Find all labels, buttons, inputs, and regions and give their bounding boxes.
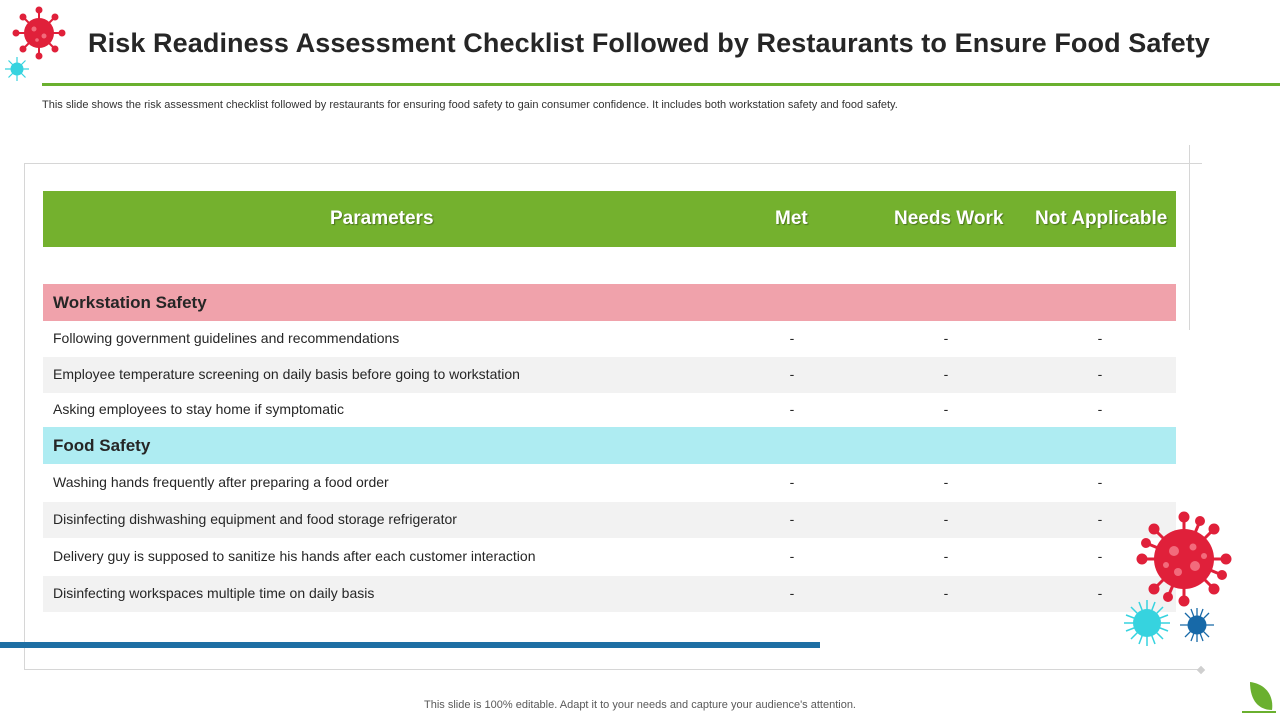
frame-line-bottom — [24, 669, 1202, 670]
table-row — [43, 392, 1176, 428]
cell-met: - — [789, 401, 795, 417]
cell-not-applicable: - — [1097, 585, 1103, 601]
cell-needs-work: - — [943, 330, 949, 346]
row-label: Following government guidelines and recommendations — [53, 330, 400, 346]
cell-met: - — [789, 548, 795, 564]
virus-icon-cyan — [1122, 598, 1172, 648]
row-label: Washing hands frequently after preparing a food order — [53, 474, 389, 490]
cell-met: - — [789, 330, 795, 346]
cell-needs-work: - — [943, 366, 949, 382]
cell-needs-work: - — [943, 511, 949, 527]
frame-corner-dot — [1197, 666, 1205, 674]
cell-met: - — [789, 366, 795, 382]
cell-not-applicable: - — [1097, 474, 1103, 490]
cell-met: - — [789, 585, 795, 601]
frame-line-right — [1189, 145, 1190, 330]
footer-note: This slide is 100% editable. Adapt it to your needs and capture your audience's attention. — [424, 699, 856, 711]
table-header — [43, 191, 1176, 247]
cell-needs-work: - — [943, 401, 949, 417]
section-header-food-safety: Food Safety — [43, 427, 1176, 464]
section-header-workstation-safety: Workstation Safety — [43, 284, 1176, 321]
column-header-needs-work: Needs Work — [894, 208, 1004, 229]
cell-needs-work: - — [943, 548, 949, 564]
cell-not-applicable: - — [1097, 511, 1103, 527]
table-row — [43, 539, 1176, 575]
row-label: Delivery guy is supposed to sanitize his hands after each customer interaction — [53, 548, 536, 564]
table-row — [43, 576, 1176, 612]
frame-line-left — [24, 163, 25, 670]
cell-needs-work: - — [943, 585, 949, 601]
cell-met: - — [789, 511, 795, 527]
virus-icon-red — [12, 6, 66, 60]
virus-icon-blue — [1179, 607, 1215, 643]
virus-icon-cyan — [4, 56, 30, 82]
frame-line-top — [24, 163, 1202, 164]
cell-met: - — [789, 474, 795, 490]
leaf-icon — [1238, 680, 1278, 716]
cell-needs-work: - — [943, 474, 949, 490]
cell-not-applicable: - — [1097, 401, 1103, 417]
cell-not-applicable: - — [1097, 366, 1103, 382]
table-row — [43, 357, 1176, 393]
accent-bar — [0, 642, 820, 648]
column-header-met: Met — [775, 208, 808, 229]
title-divider — [42, 83, 1280, 86]
row-label: Asking employees to stay home if symptomatic — [53, 401, 345, 417]
page-subtitle: This slide shows the risk assessment checklist followed by restaurants for ensuring food safety to gain consumer confidence. It includes both workstation safety and food safety. — [42, 99, 898, 111]
column-header-parameters: Parameters — [330, 208, 434, 229]
column-header-not-applicable: Not Applicable — [1035, 208, 1168, 229]
virus-icon-red — [1136, 511, 1232, 607]
table-row — [43, 321, 1176, 357]
cell-not-applicable: - — [1097, 330, 1103, 346]
row-label: Disinfecting workspaces multiple time on daily basis — [53, 585, 375, 601]
row-label: Employee temperature screening on daily basis before going to workstation — [53, 366, 520, 382]
table-row — [43, 465, 1176, 501]
row-label: Disinfecting dishwashing equipment and food storage refrigerator — [53, 511, 457, 527]
table-row — [43, 502, 1176, 538]
cell-not-applicable: - — [1097, 548, 1103, 564]
page-title: Risk Readiness Assessment Checklist Followed by Restaurants to Ensure Food Safety — [88, 28, 1210, 58]
